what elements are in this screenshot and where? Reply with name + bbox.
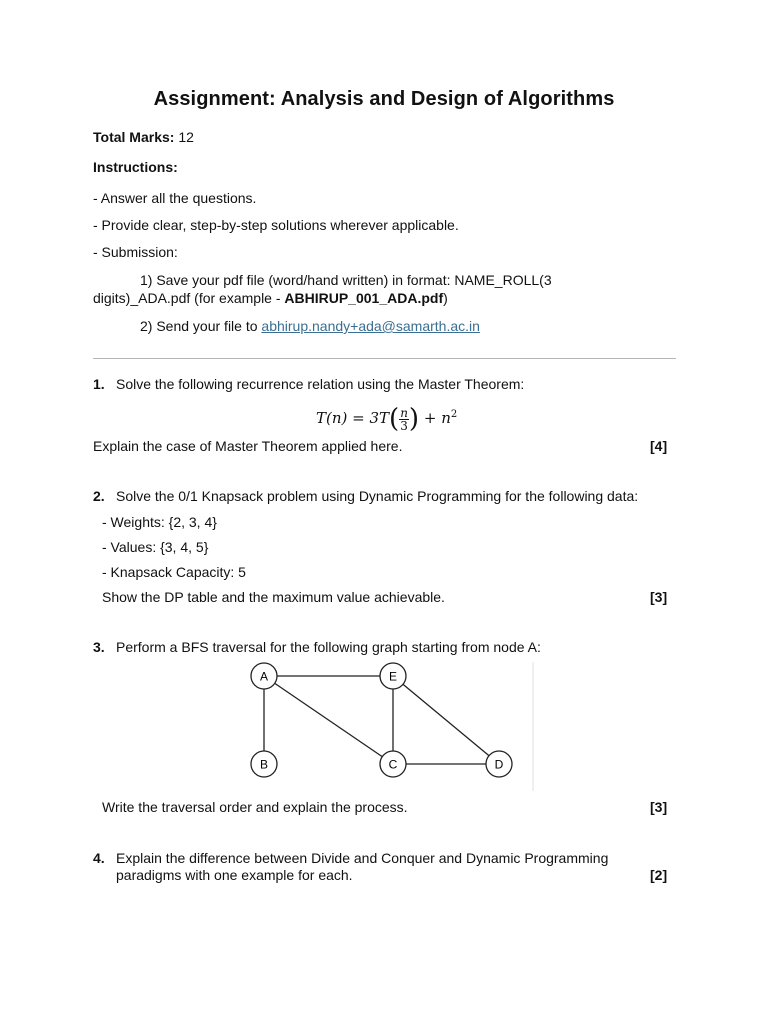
section-divider [93,358,676,359]
question-text: Perform a BFS traversal for the following graph starting from node A: [116,639,541,655]
submission-step-2 [140,318,480,335]
question-followup: Explain the case of Master Theorem applied here. [93,438,403,454]
knapsack-weights: - Weights: {2, 3, 4} [102,514,217,530]
graph-node-label: A [259,669,269,684]
question-marks: [3] [650,799,668,815]
submission-step-2-text: 2) Send your file to [140,318,262,334]
instruction-item: - Submission: [93,244,178,260]
instructions-heading: Instructions: [93,159,178,175]
instruction-item: - Answer all the questions. [93,190,257,206]
equation-rhs: + n [423,409,451,427]
graph-node-e [380,663,406,689]
graph-node-label: E [388,669,398,684]
recurrence-equation: T(n) = 3T( $\frac{n}{3}$ ) + $n^2$ [316,404,458,434]
graph-node-b [251,751,277,777]
question-followup: Show the DP table and the maximum value achievable. [102,589,445,605]
total-marks-value: 12 [178,129,194,145]
equation-numerator: n [400,405,408,420]
graph-node-label: D [494,757,504,772]
knapsack-capacity: - Knapsack Capacity: 5 [102,564,246,580]
equation-lhs: T(n) = 3T [316,409,390,427]
graph-node-a [251,663,277,689]
question-marks: [2] [650,867,668,883]
total-marks-label: Total Marks: [93,129,175,145]
graph-node-d [486,751,512,777]
question-text: Explain the difference between Divide and Conquer and Dynamic Programming [116,850,609,866]
submission-step-1-text: digits)_ADA.pdf (for example - [93,290,285,306]
question-text-cont: paradigms with one example for each. [116,867,353,883]
graph-edge-a-c [264,676,393,764]
graph-node-c [380,751,406,777]
question-text: Solve the following recurrence relation using the Master Theorem: [116,376,525,392]
question-number: 3. [93,639,105,655]
question-number: 1. [93,376,105,392]
question-number: 4. [93,850,105,866]
submission-filename-example: ABHIRUP_001_ADA.pdf [284,290,444,306]
submission-step-1-cont [93,290,448,307]
graph-node-label: B [259,757,269,772]
bfs-graph [240,660,540,795]
submission-email-link[interactable]: abhirup.nandy+ada@samarth.ac.in [261,318,480,334]
equation-denominator: 3 [400,418,408,433]
instruction-item: - Provide clear, step-by-step solutions wherever applicable. [93,217,459,233]
total-marks [93,129,194,146]
question-number: 2. [93,488,105,504]
submission-close-paren: ) [443,290,448,306]
question-marks: [3] [650,589,668,605]
knapsack-values: - Values: {3, 4, 5} [102,539,209,555]
page-title: Assignment: Analysis and Design of Algorithms [153,88,615,110]
graph-edge-e-d [393,676,499,764]
question-text: Solve the 0/1 Knapsack problem using Dynamic Programming for the following data: [116,488,639,504]
question-followup: Write the traversal order and explain the process. [102,799,408,815]
equation-exponent: 2 [450,409,458,420]
submission-step-1: 1) Save your pdf file (word/hand written) in format: NAME_ROLL(3 [140,272,552,288]
graph-node-label: C [388,757,398,772]
question-marks: [4] [650,438,668,454]
